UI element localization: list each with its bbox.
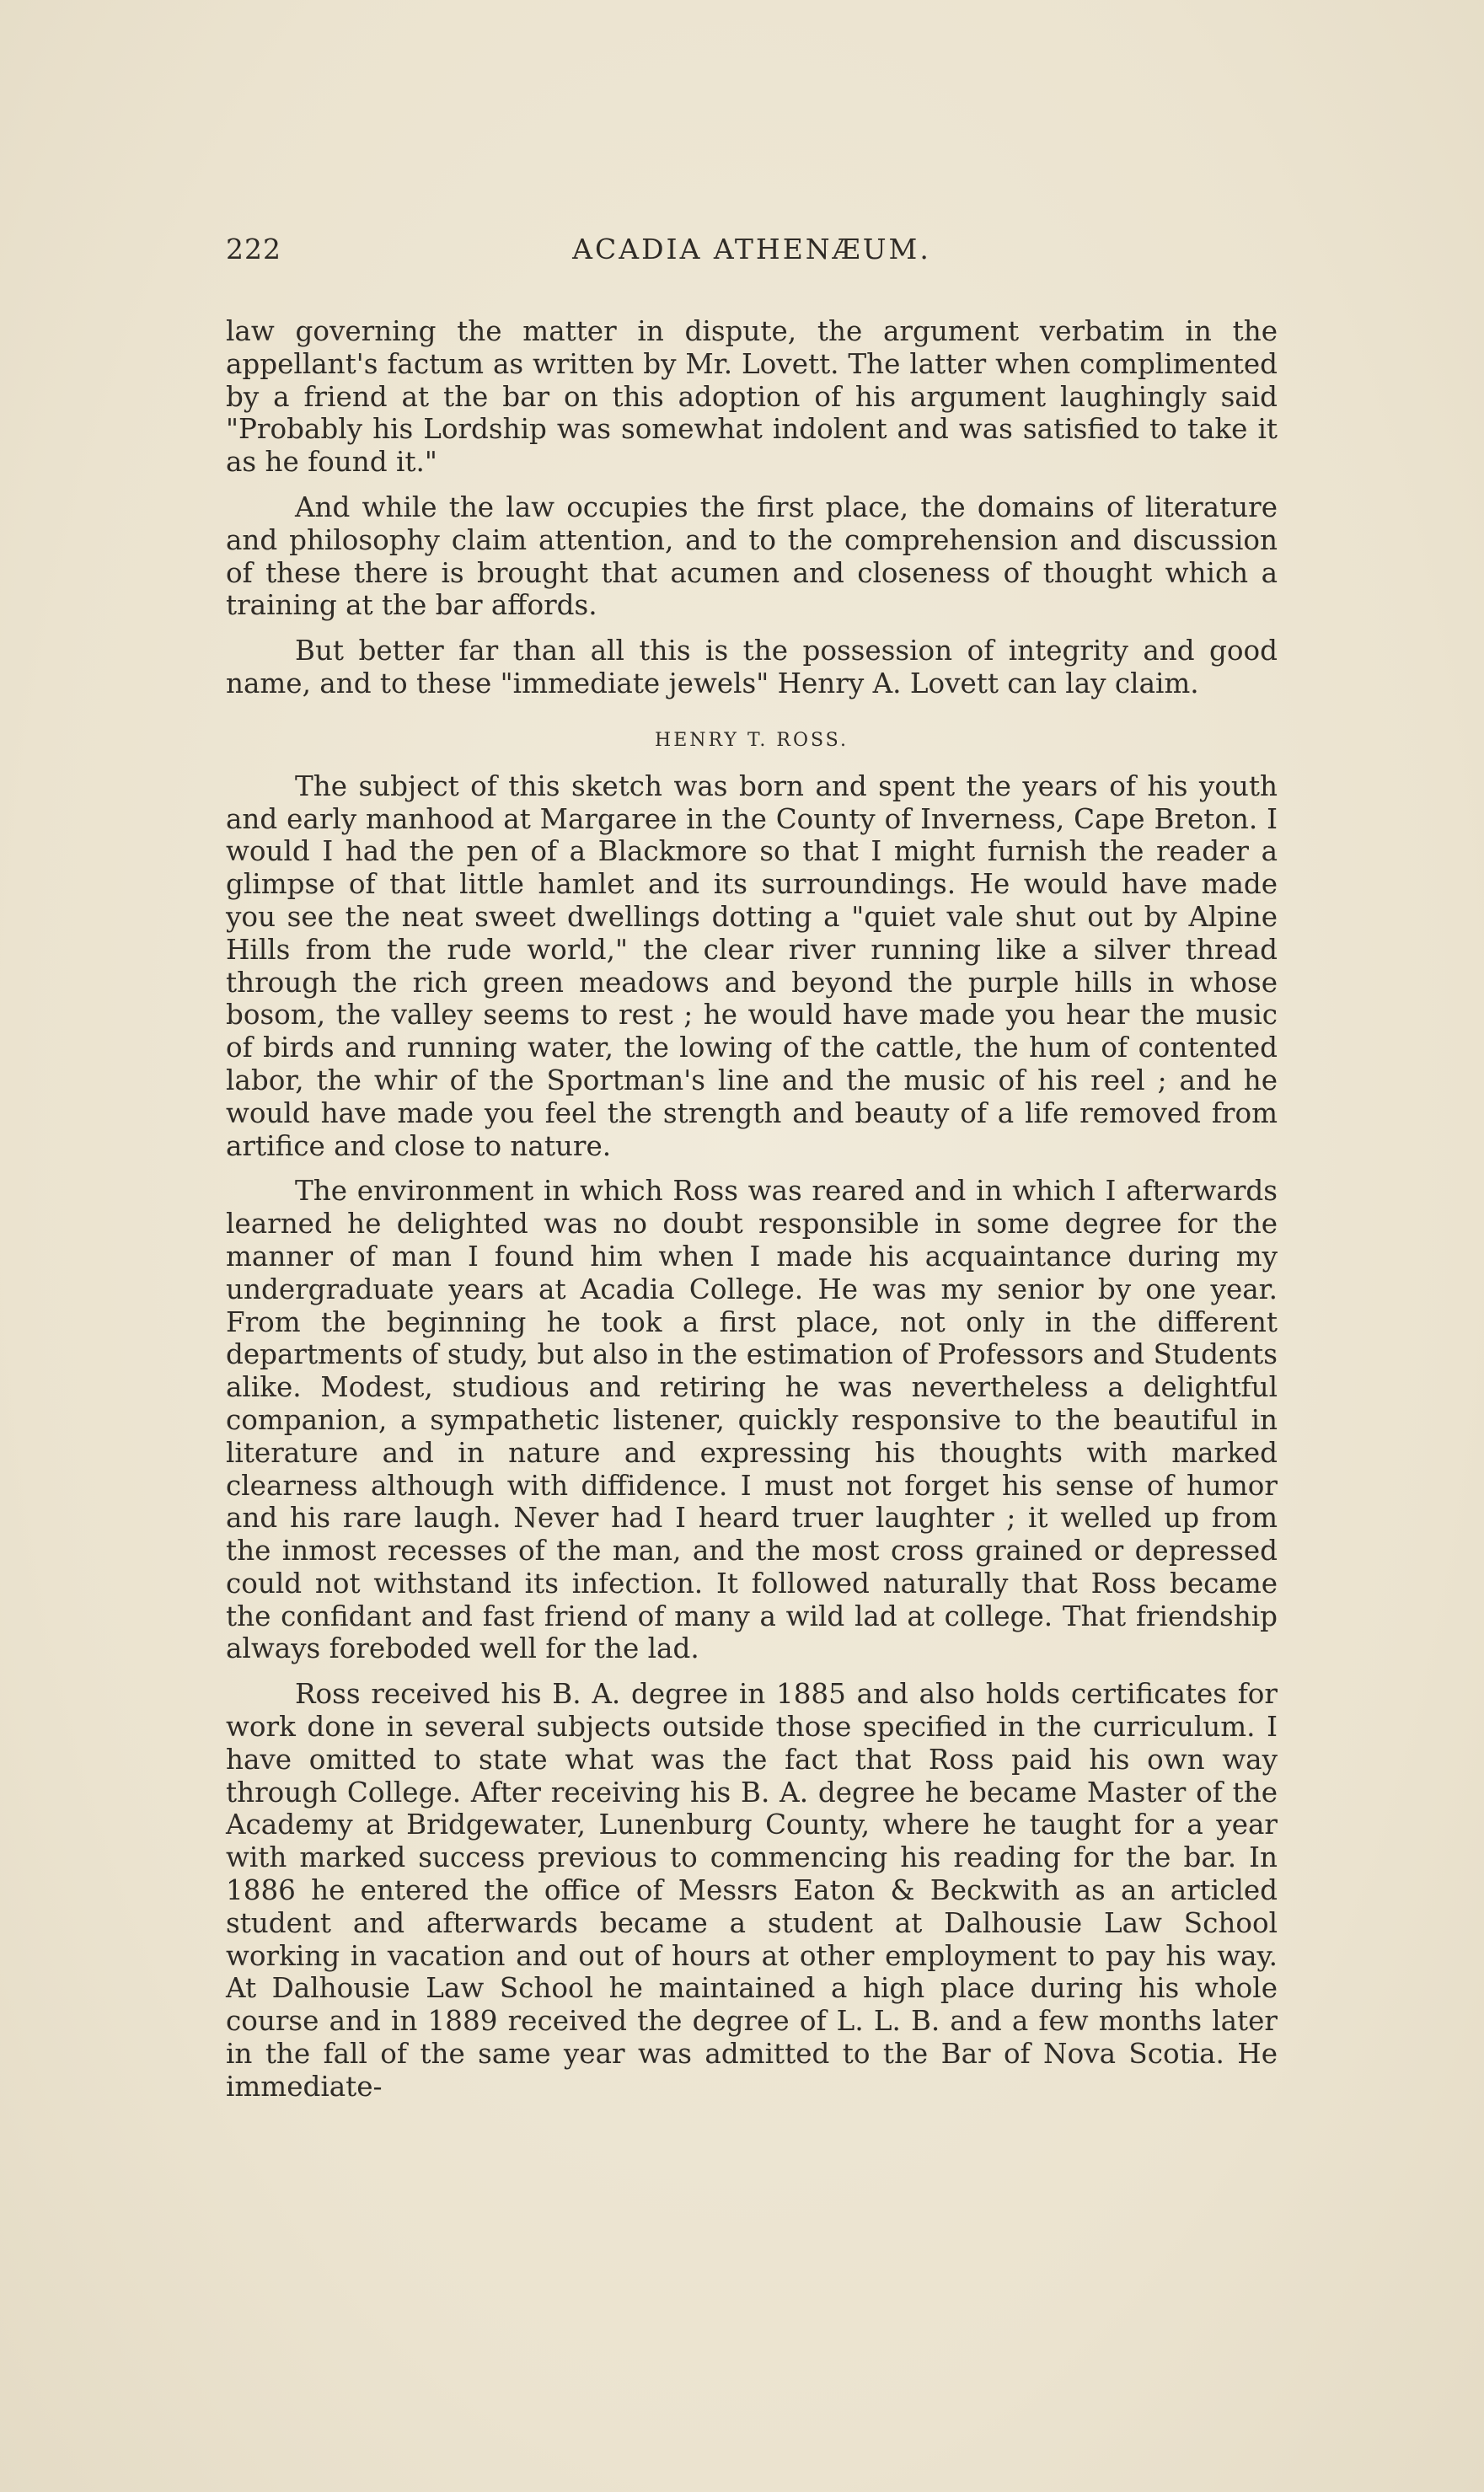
paragraph: The environment in which Ross was reared and in which I afterwards learned he delighted was no doubt responsible in some degree for the manner of man I found him when I made his acquaintance during my undergraduate years at Acadia College. He was my senior by one year. From the beginning he took a first place, not only in the different departments of study, but also in the estimation of Professors and Students alike. Modest, studious and retiring he was nevertheless a delightful companion, a sympathetic listener, quickly responsive to the beautiful in literature and in nature and expressing his thoughts with marked clearness although with diffidence. I must not forget his sense of humor and his rare laugh. Never had I heard truer laughter ; it welled up from the inmost recesses of the man, and the most cross grained or depressed could not withstand its infection. It followed naturally that Ross became the confidant and fast friend of many a wild lad at college. That friendship always foreboded well for the lad. [226,1175,1278,1665]
paragraph: But better far than all this is the possession of integrity and good name, and to these "immediate jewels" Henry A. Lovett can lay claim. [226,635,1278,699]
page-number: 222 [226,233,281,265]
running-head: ACADIA ATHENÆUM. [572,233,931,265]
paragraph: Ross received his B. A. degree in 1885 and also holds certificates for work done in several subjects outside those specified in the curriculum. I have omitted to state what was the fact that Ross paid his own way through College. After receiving his B. A. degree he became Master of the Academy at Bridgewater, Lunenburg County, where he taught for a year with marked success previous to commencing his reading for the bar. In 1886 he entered the office of Messrs Eaton & Beckwith as an articled student and afterwards became a student at Dalhousie Law School working in vacation and out of hours at other employment to pay his way. At Dalhousie Law School he maintained a high place during his whole course and in 1889 received the degree of L. L. B. and a few months later in the fall of the same year was admitted to the Bar of Nova Scotia. He immediate- [226,1678,1278,2103]
paragraph: And while the law occupies the first place, the domains of literature and philosophy claim attention, and to the comprehension and discussion of these there is brought that acumen and closeness of thought which a training at the bar affords. [226,490,1278,622]
paragraph: The subject of this sketch was born and spent the years of his youth and early manhood at Margaree in the County of Inverness, Cape Breton. I would I had the pen of a Blackmore so that I might furnish the reader a glimpse of that little hamlet and its surroundings. He would have made you see the neat sweet dwellings dotting a "quiet vale shut out by Alpine Hills from the rude world," the clear river running like a silver thread through the rich green meadows and beyond the purple hills in whose bosom, the valley seems to rest ; he would have made you hear the music of birds and running water, the lowing of the cattle, the hum of contented labor, the whir of the Sportman's line and the music of his reel ; and he would have made you feel the strength and beauty of a life removed from artifice and close to nature. [226,769,1278,1162]
paragraph-continued: law governing the matter in dispute, the argument verbatim in the appellant's factum as written by Mr. Lovett. The latter when complimented by a friend at the bar on this adoption of his argument laughingly said "Probably his Lordship was somewhat indolent and was satisfied to take it as he found it." [226,315,1278,479]
body-text [226,315,1278,2103]
page-header [226,233,1278,273]
section-heading: HENRY T. ROSS. [655,729,849,751]
